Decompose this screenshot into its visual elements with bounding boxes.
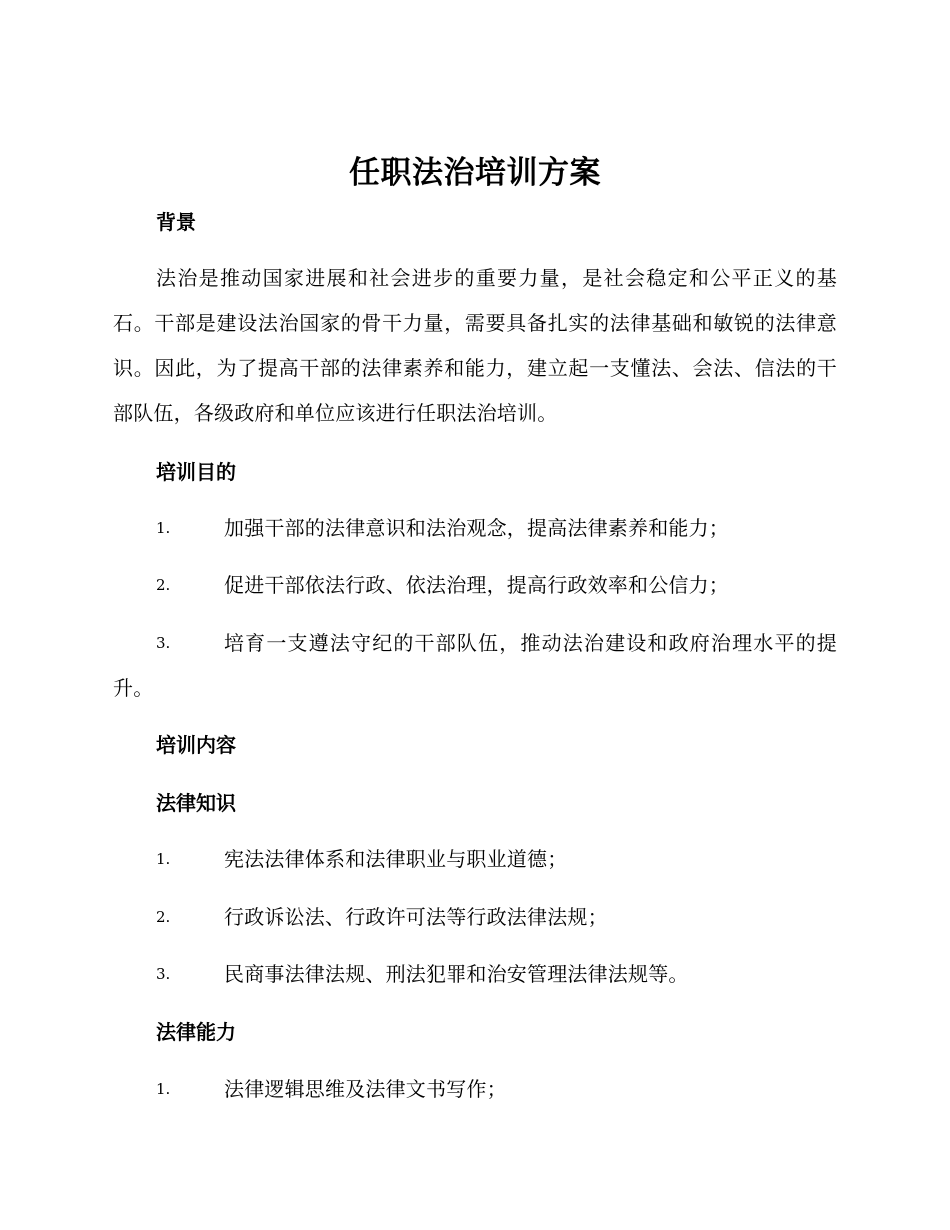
list-number: 2.: [156, 576, 171, 594]
purpose-list-item: [113, 506, 837, 551]
list-number: 3.: [156, 965, 171, 983]
knowledge-list-item: [113, 952, 837, 997]
list-number: 3.: [156, 634, 171, 652]
purpose-list-item: [113, 621, 837, 711]
section-heading-background: 背景: [156, 210, 196, 234]
knowledge-list-item: [113, 837, 837, 882]
list-text: 行政诉讼法、行政许可法等行政法律法规；: [224, 905, 608, 929]
background-paragraph: 法治是推动国家进展和社会进步的重要力量，是社会稳定和公平正义的基石。干部是建设法治国家的骨干力量，需要具备扎实的法律基础和敏锐的法律意识。因此，为了提高干部的法律素养和能力，建立起一支懂法、会法、信法的干部队伍，各级政府和单位应该进行任职法治培训。: [113, 266, 837, 425]
subsection-heading-knowledge: 法律知识: [156, 791, 236, 815]
list-number: 1.: [156, 850, 171, 868]
list-text: 培育一支遵法守纪的干部队伍，推动法治建设和政府治理水平的提升。: [113, 631, 837, 700]
list-text: 民商事法律法规、刑法犯罪和治安管理法律法规等。: [224, 962, 689, 986]
document-title: 任职法治培训方案: [349, 155, 601, 191]
section-heading-content: 培训内容: [156, 733, 236, 757]
list-number: 1.: [156, 1080, 171, 1098]
list-text: 法律逻辑思维及法律文书写作；: [224, 1077, 507, 1101]
list-text: 宪法法律体系和法律职业与职业道德；: [224, 847, 568, 871]
subsection-heading-ability: 法律能力: [156, 1020, 236, 1044]
list-number: 1.: [156, 519, 171, 537]
list-text: 加强干部的法律意识和法治观念，提高法律素养和能力；: [224, 516, 729, 540]
purpose-list-item: [113, 563, 837, 608]
list-number: 2.: [156, 908, 171, 926]
section-heading-purpose: 培训目的: [156, 460, 236, 484]
list-text: 促进干部依法行政、依法治理，提高行政效率和公信力；: [224, 573, 729, 597]
ability-list-item: [113, 1067, 837, 1112]
knowledge-list-item: [113, 895, 837, 940]
